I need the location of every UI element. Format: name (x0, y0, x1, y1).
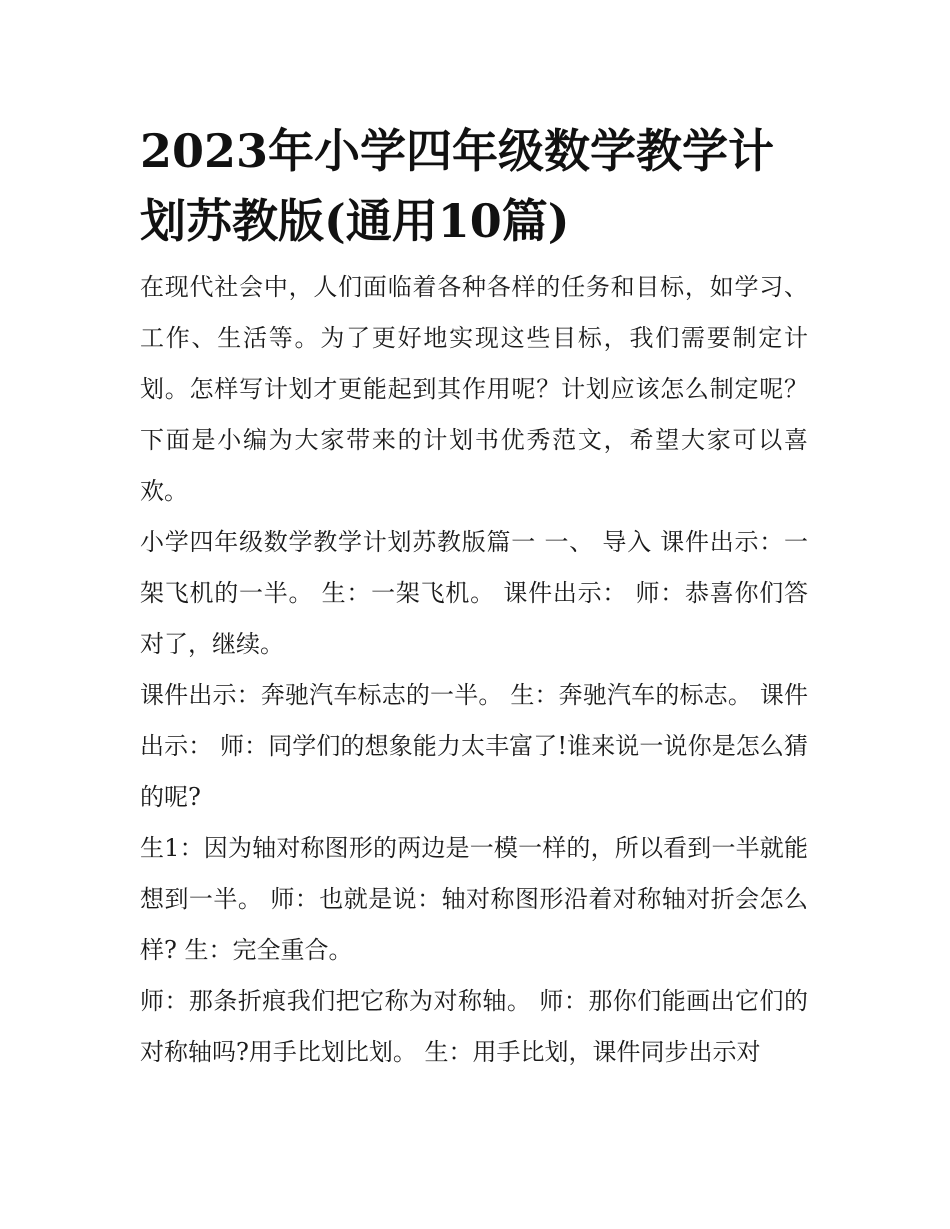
document-body (140, 116, 808, 1078)
paragraph-student-answer: 生1：因为轴对称图形的两边是一模一样的，所以看到一半就能想到一半。 师：也就是说：轴对称图形沿着对称轴对折会怎么样? 生：完全重合。 (140, 834, 808, 964)
paragraph-lesson-intro: 小学四年级数学教学计划苏教版篇一 一、 导入 课件出示：一架飞机的一半。 生：一架飞机。 课件出示： 师：恭喜你们答对了，继续。 (140, 528, 808, 658)
document-title: 2023年小学四年级数学教学计划苏教版(通用10篇) (140, 124, 775, 248)
paragraph-intro: 在现代社会中，人们面临着各种各样的任务和目标，如学习、工作、生活等。为了更好地实现这些目标，我们需要制定计划。怎样写计划才更能起到其作用呢？计划应该怎么制定呢？下面是小编为大家带来的计划书优秀范文，希望大家可以喜欢。 (140, 273, 808, 505)
paragraph-symmetry-axis: 师：那条折痕我们把它称为对称轴。 师：那你们能画出它们的对称轴吗?用手比划比划。 生：用手比划，课件同步出示对 (140, 987, 808, 1066)
paragraph-benz-logo: 课件出示：奔驰汽车标志的一半。 生：奔驰汽车的标志。 课件出示： 师：同学们的想象能力太丰富了!谁来说一说你是怎么猜的呢? (140, 681, 808, 811)
